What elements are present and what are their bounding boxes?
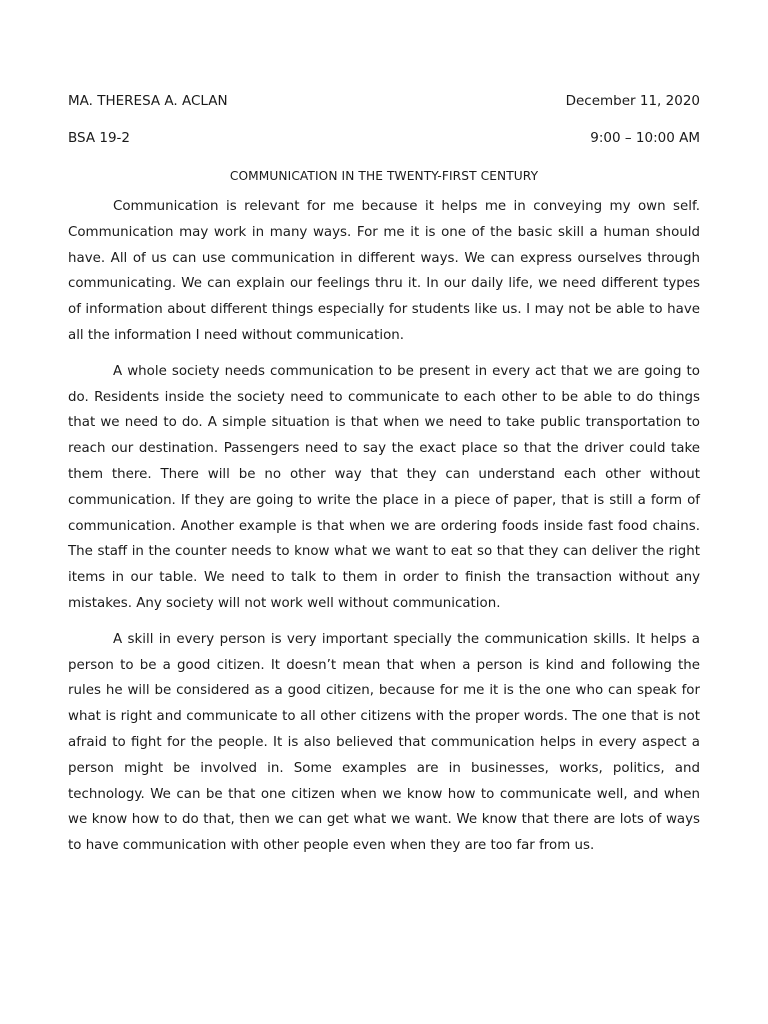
document-date: December 11, 2020 [565,93,700,109]
header-row-2 [68,125,700,151]
class-section: BSA 19-2 [68,130,131,146]
author-name: MA. THERESA A. ACLAN [68,93,228,109]
body-paragraph-2: A whole society needs communication to be present in every act that we are going to do. Residents inside the society need to communicate to each other to be able to do things that we need to do. A simple situation is that when we need to take public transportation to reach our destination. Passengers need to say the exact place so that the driver could take them there. There will be no other way that they can understand each other without communication. If they are going to write the place in a piece of paper, that is still a form of communication. Another example is that when we are ordering foods inside fast food chains. The staff in the counter needs to know what we want to eat so that they can deliver the right items in our table. We need to talk to them in order to finish the transaction without any mistakes. Any society will not work well without communication. [68,363,700,611]
body-paragraph-3: A skill in every person is very important specially the communication skills. It helps a person to be a good citizen. It doesn’t mean that when a person is kind and following the rules he will be considered as a good citizen, because for me it is the one who can speak for what is right and communicate to all other citizens with the proper words. The one that is not afraid to fight for the people. It is also believed that communication helps in every aspect a person might be involved in. Some examples are in businesses, works, politics, and technology. We can be that one citizen when we know how to communicate well, and when we know how to do that, then we can get what we want. We know that there are lots of ways to have communication with other people even when they are too far from us. [68,631,700,854]
body-paragraph-1: Communication is relevant for me because it helps me in conveying my own self. Communication may work in many ways. For me it is one of the basic skill a human should have. All of us can use communication in different ways. We can express ourselves through communicating. We can explain our feelings thru it. In our daily life, we need different types of information about different things especially for students like us. I may not be able to have all the information I need without communication. [68,199,700,343]
header-row-1 [68,88,700,114]
document-title: COMMUNICATION IN THE TWENTY-FIRST CENTURY [229,169,539,183]
document-page [68,88,700,859]
class-time: 9:00 – 10:00 AM [590,130,700,146]
